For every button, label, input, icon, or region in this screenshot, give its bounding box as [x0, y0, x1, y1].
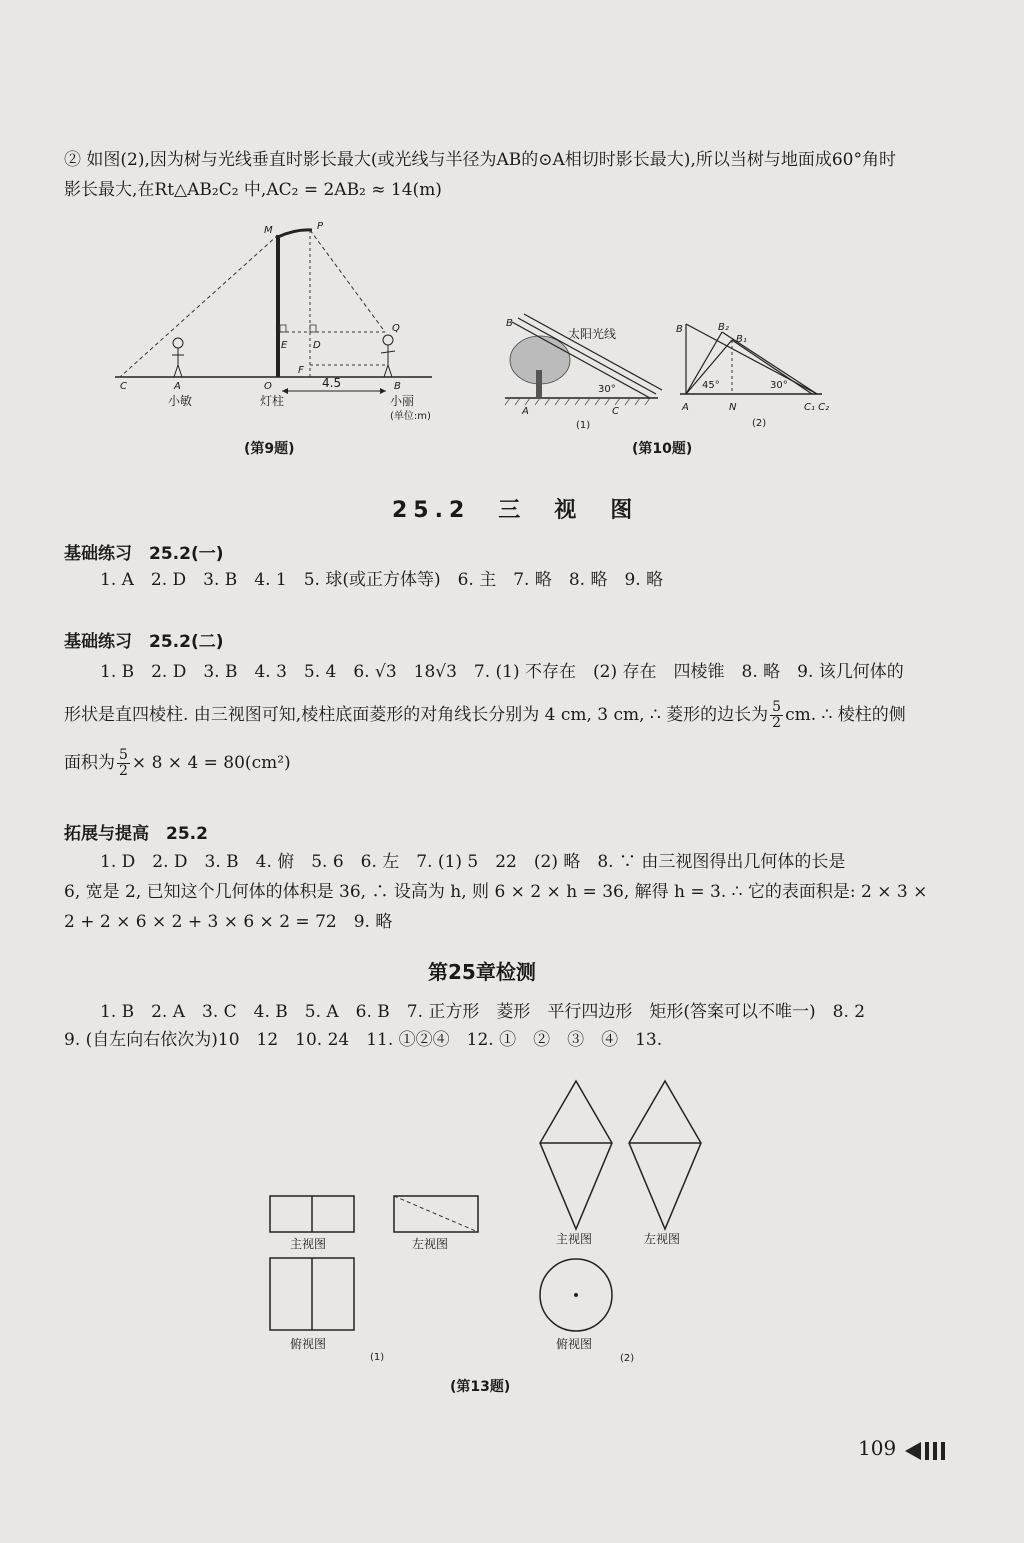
- fig10-sub1-label: (1): [576, 420, 591, 430]
- fig9-person2-label: 小丽: [390, 394, 415, 408]
- fig9-distance-label: 4.5: [322, 376, 342, 390]
- fig10-sub2-label: (2): [752, 418, 767, 429]
- fig13-1-left-label: 左视图: [412, 1237, 449, 1251]
- fig10-2-label-a: A: [682, 402, 689, 413]
- figure-13-1: [262, 1190, 492, 1370]
- fig10-2-label-b1: B₁: [736, 334, 747, 345]
- ext-heading: 拓展与提高 25.2: [64, 824, 208, 844]
- ex2-line-2: 形状是直四棱柱. 由三视图可知,棱柱底面菱形的对角线长分别为 4 cm, 3 cm, ∴ 菱形的边长为 $\frac{5}{2}$ cm. ∴ 棱柱的侧: [64, 699, 906, 731]
- fig9-unit-label: (单位:m): [390, 411, 431, 422]
- fig9-label-f: F: [298, 365, 304, 376]
- fig9-label-p: P: [317, 221, 324, 232]
- figure-10-1: [500, 310, 665, 430]
- fig9-label-o: O: [264, 381, 272, 392]
- fig10-1-label-a: A: [522, 406, 529, 417]
- fig10-2-label-c1c2: C₁ C₂: [804, 402, 830, 413]
- person-xiaoli-icon: [381, 335, 395, 377]
- fig10-sunlight-label: 太阳光线: [568, 327, 617, 341]
- fig9-label-a: A: [174, 381, 181, 392]
- fig13-sub1-label: (1): [370, 1352, 385, 1363]
- fig13-1-front-label: 主视图: [290, 1237, 327, 1251]
- ex2-heading: 基础练习 25.2(二): [64, 632, 224, 652]
- ex2-fraction-1: $\frac{5}{2}$: [772, 699, 782, 731]
- chapter-line-2: 9. (自左向右依次为)10 12 10. 24 11. ①②④ 12. ① ② ③ ④ 13.: [64, 1030, 663, 1050]
- chapter-title: 第25章检测: [428, 960, 536, 984]
- fig10-2-angle30-label: 30°: [770, 380, 788, 391]
- fig9-pole-label: 灯柱: [260, 394, 285, 408]
- chapter-line-1: 1. B 2. A 3. C 4. B 5. A 6. B 7. 正方形 菱形 平行四边形 矩形(答案可以不唯一) 8. 2: [100, 1002, 866, 1022]
- intro-line-2: 影长最大,在Rt△AB₂C₂ 中,AC₂ = 2AB₂ ≈ 14(m): [64, 180, 442, 200]
- ex2-line-1: 1. B 2. D 3. B 4. 3 5. 4 6. √3 18√3 7. (1) 不存在 (2) 存在 四棱锥 8. 略 9. 该几何体的: [100, 662, 904, 682]
- fig13-2-front-label: 主视图: [556, 1232, 593, 1246]
- fig10-2-label-b2: B₂: [718, 322, 729, 333]
- ex2-fraction-2: $\frac{5}{2}$: [119, 747, 128, 779]
- fig13-1-top-label: 俯视图: [290, 1337, 327, 1351]
- figure-10-2: [672, 310, 837, 430]
- fig9-label-e: E: [281, 340, 288, 351]
- fig9-caption: (第9题): [244, 441, 295, 457]
- person-xiaomin-icon: [172, 338, 184, 377]
- ex1-heading: 基础练习 25.2(一): [64, 544, 224, 564]
- fig13-2-top-label: 俯视图: [556, 1337, 593, 1351]
- section-title: 25.2 三 视 图: [392, 498, 639, 523]
- fig9-label-m: M: [264, 225, 273, 236]
- fig9-person1-label: 小敏: [168, 394, 193, 408]
- figure-9: [110, 215, 440, 430]
- page-marker-icon: [905, 1440, 950, 1462]
- tree-icon: [510, 336, 570, 398]
- fig10-1-label-b: B: [506, 318, 513, 329]
- fig10-2-angle45-label: 45°: [702, 380, 720, 391]
- ext-line-1: 1. D 2. D 3. B 4. 俯 5. 6 6. 左 7. (1) 5 22 (2) 略 8. ∵ 由三视图得出几何体的长是: [100, 852, 846, 872]
- fig9-label-b: B: [394, 381, 401, 392]
- figure-13-2: [532, 1075, 712, 1370]
- fig10-1-label-c: C: [612, 406, 619, 417]
- fig9-label-c: C: [120, 381, 127, 392]
- page-number: 109: [858, 1436, 897, 1460]
- fig10-1-angle-label: 30°: [598, 384, 616, 395]
- ex2-line-3: 面积为 $\frac{5}{2}$ × 8 × 4 = 80(cm²): [64, 747, 291, 779]
- ex1-answers: 1. A 2. D 3. B 4. 1 5. 球(或正方体等) 6. 主 7. 略 8. 略 9. 略: [100, 570, 664, 590]
- ext-line-2: 6, 宽是 2, 已知这个几何体的体积是 36, ∴ 设高为 h, 则 6 × 2 × h = 36, 解得 h = 3. ∴ 它的表面积是: 2 × 3 ×: [64, 882, 928, 902]
- intro-line-1: ② 如图(2),因为树与光线垂直时影长最大(或光线与半径为AB的⊙A相切时影长最大),所以当树与地面成60°角时: [64, 150, 896, 170]
- fig10-2-label-b: B: [676, 324, 683, 335]
- fig10-2-label-n: N: [729, 402, 737, 413]
- fig13-2-left-label: 左视图: [644, 1232, 681, 1246]
- ext-line-3: 2 + 2 × 6 × 2 + 3 × 6 × 2 = 72 9. 略: [64, 912, 393, 932]
- fig10-caption: (第10题): [632, 441, 693, 457]
- fig13-caption: (第13题): [450, 1379, 511, 1395]
- fig13-sub2-label: (2): [620, 1353, 635, 1364]
- fig9-label-q: Q: [392, 323, 400, 334]
- fig9-label-d: D: [313, 340, 321, 351]
